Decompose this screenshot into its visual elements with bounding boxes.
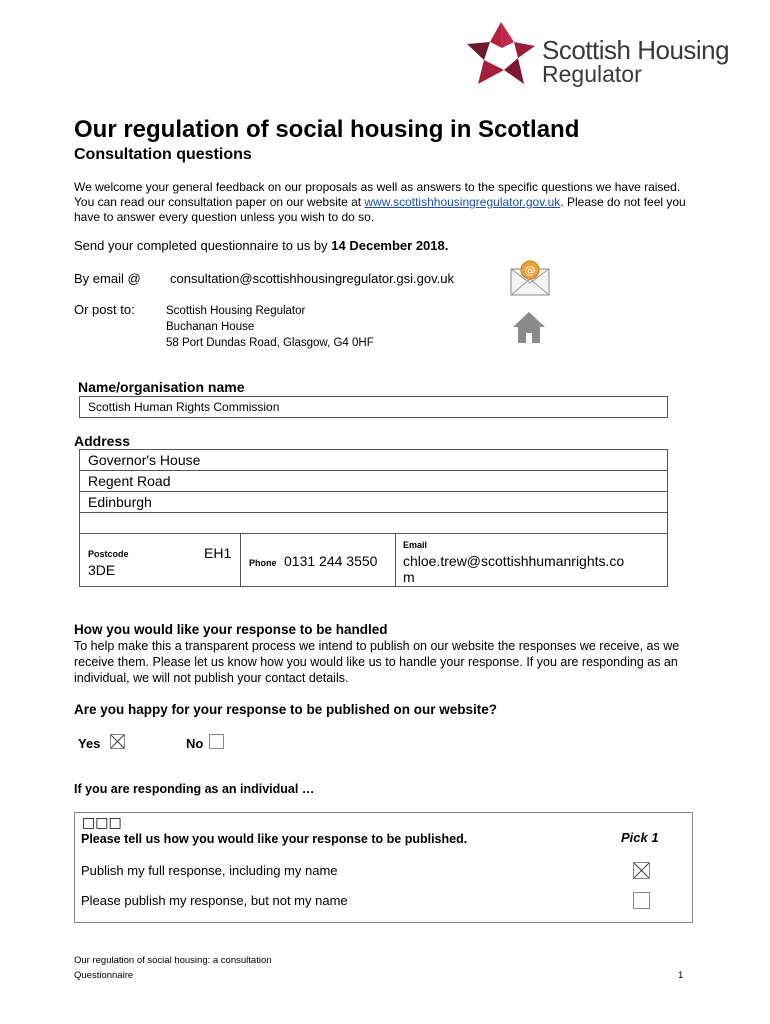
- phone-label: Phone: [249, 558, 277, 568]
- individual-options-box: [74, 812, 693, 923]
- logo: [466, 18, 741, 88]
- page-number: 1: [678, 970, 684, 981]
- address-line-4-field[interactable]: [79, 512, 668, 534]
- yes-label: Yes: [78, 736, 101, 751]
- page-subtitle: Consultation questions: [74, 146, 252, 163]
- name-field-value: Scottish Human Rights Commission: [88, 400, 280, 414]
- deadline-prefix: Send your completed questionnaire to us by: [74, 238, 332, 253]
- envelope-icon: [509, 257, 551, 297]
- deadline-date: 14 December 2018.: [331, 238, 449, 253]
- intro-text-2: . Please do not feel you have to answer every question unless you wish to do so.: [74, 195, 686, 224]
- postal-line-3: 58 Port Dundas Road, Glasgow, G4 0HF: [166, 337, 374, 349]
- website-link[interactable]: www.scottishhousingregulator.gov.uk: [364, 195, 561, 209]
- intro-text-1: We welcome your general feedback on our proposals as well as answers to the specific questions we have raised. You can read our consultation paper on our website at: [74, 180, 681, 209]
- option-no-name-checkbox[interactable]: [633, 892, 650, 909]
- deadline-sentence: [74, 238, 448, 253]
- individual-heading: If you are responding as an individual …: [74, 782, 315, 796]
- pick-one-label: Pick 1: [621, 830, 659, 845]
- name-field[interactable]: [79, 396, 668, 418]
- address-line-2: Regent Road: [88, 473, 171, 489]
- option-full-response-checkbox[interactable]: [633, 862, 650, 879]
- footer-line-2: Questionnaire: [74, 970, 134, 981]
- handling-paragraph: To help make this a transparent process we intend to publish on our website the responses we receive, as we receive them. Please let us know how you would like us to handle your response. If you are responding as an individual, we will not publish your contact details.: [74, 639, 680, 685]
- no-checkbox[interactable]: [209, 734, 224, 749]
- option-no-name-label: Please publish my response, but not my name: [81, 893, 348, 908]
- postcode-value-a: EH1: [204, 545, 232, 561]
- postcode-field[interactable]: [79, 533, 241, 587]
- individual-question: Please tell us how you would like your response to be published.: [81, 832, 468, 846]
- footer-line-1: Our regulation of social housing: a consultation: [74, 955, 272, 966]
- logo-text-line1: Scottish Housing: [542, 35, 730, 65]
- address-line-1: Governor's House: [88, 452, 201, 468]
- email-value-b: m: [403, 569, 415, 585]
- address-line-3-field[interactable]: [79, 491, 668, 513]
- postal-address: [166, 303, 374, 351]
- email-field-label: Email: [403, 540, 428, 550]
- address-line-2-field[interactable]: [79, 470, 668, 492]
- checked-x-icon: [634, 863, 649, 878]
- phone-value: 0131 244 3550: [284, 553, 378, 569]
- postcode-label: Postcode: [88, 549, 129, 559]
- publish-question: Are you happy for your response to be published on our website?: [74, 702, 498, 717]
- address-line-3: Edinburgh: [88, 494, 152, 510]
- address-section-label: Address: [74, 433, 131, 449]
- name-section-label: Name/organisation name: [78, 379, 245, 395]
- phone-field[interactable]: [240, 533, 396, 587]
- email-value-a: chloe.trew@scottishhumanrights.co: [403, 553, 625, 569]
- house-icon: [511, 310, 547, 344]
- email-label: By email @: [74, 271, 141, 286]
- no-label: No: [186, 736, 204, 751]
- intro-paragraph: [74, 180, 694, 225]
- yes-checkbox[interactable]: [110, 734, 125, 749]
- option-full-response-label: Publish my full response, including my name: [81, 863, 338, 878]
- placeholder-glyphs: □□□: [82, 815, 122, 831]
- svg-text:@: @: [524, 264, 536, 277]
- postal-line-2: Buchanan House: [166, 321, 255, 333]
- checked-x-icon: [111, 735, 124, 748]
- email-address[interactable]: consultation@scottishhousingregulator.gsi.gov.uk: [170, 271, 454, 286]
- logo-star-icon: [466, 20, 536, 86]
- page-title: Our regulation of social housing in Scotland: [74, 116, 580, 143]
- logo-text-line2: Regulator: [542, 61, 642, 87]
- address-line-1-field[interactable]: [79, 449, 668, 471]
- email-field[interactable]: [395, 533, 668, 587]
- postal-line-1: Scottish Housing Regulator: [166, 305, 306, 317]
- postcode-value-b: 3DE: [88, 562, 116, 578]
- post-label: Or post to:: [74, 302, 135, 317]
- handling-heading: How you would like your response to be handled: [74, 622, 388, 637]
